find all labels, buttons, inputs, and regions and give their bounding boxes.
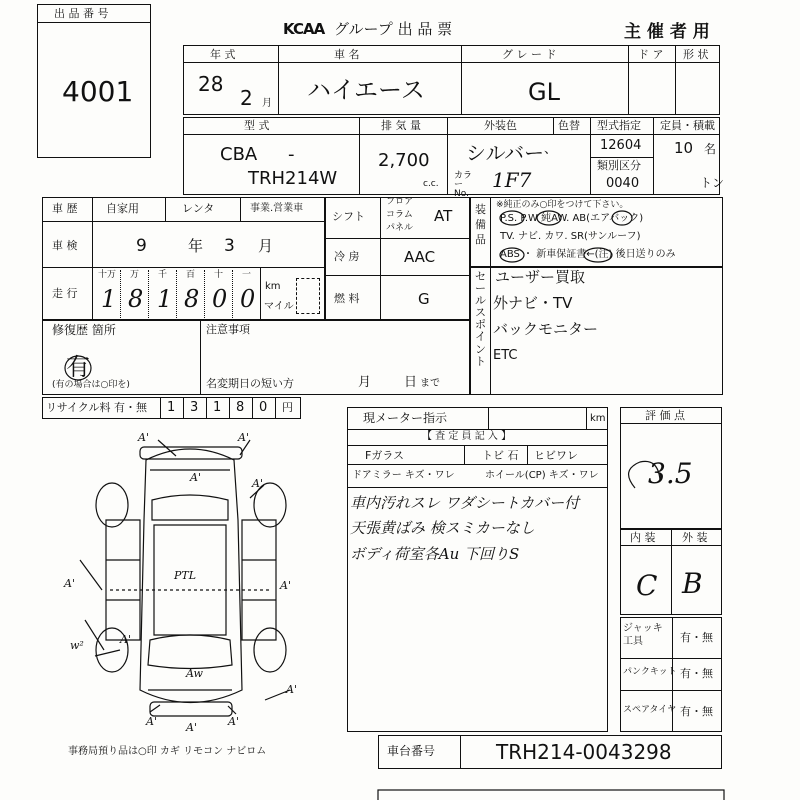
spare-yn: 有・無	[680, 705, 713, 718]
notes-label: 注意事項	[206, 323, 250, 336]
mileage-digit: 1	[101, 285, 117, 313]
inspection-month-unit: 月	[258, 237, 274, 255]
meter-label: 現メーター指示	[363, 411, 448, 425]
month-unit: 月	[262, 98, 272, 109]
shift-panel: パネル	[386, 223, 414, 233]
model-prefix: CBA	[220, 144, 258, 165]
mile-check-box	[296, 278, 320, 314]
spec-label: 型式指定	[597, 119, 641, 132]
model-dash: -	[288, 144, 295, 165]
unit-km: km	[265, 281, 281, 292]
repair-note: (有の場合は○印を)	[52, 380, 130, 390]
recycle-unit: 円	[282, 401, 293, 414]
class-label: 類別区分	[597, 159, 641, 172]
equipment-note: ※純正のみ○印をつけて下さい。	[496, 200, 629, 210]
chip-label: トビ 石	[482, 449, 519, 462]
notes-day: 日	[404, 375, 418, 390]
capacity: 10	[674, 139, 694, 157]
sales-point: 外ナビ・TV	[493, 294, 573, 312]
equipment-line2: TV. ナビ. カワ. SR(サンルーフ)	[500, 231, 641, 242]
wheel-label: ホイール(CP) キズ・ワレ	[485, 470, 599, 481]
damage-mark: A'	[138, 431, 149, 444]
damage-mark: A'	[186, 721, 197, 734]
colorno-prefix: カラー No.	[454, 171, 473, 199]
digit-label-10: 十	[214, 270, 224, 280]
sales-point: ETC	[493, 348, 518, 363]
shift-label: シフト	[332, 210, 365, 223]
model-year: 28	[198, 72, 224, 96]
damage-mark: A'	[286, 683, 297, 696]
inspector-note: 天張黄ばみ 検スミカーなし	[350, 519, 535, 537]
recycle-label: リサイクル料 有・無	[46, 401, 147, 414]
equipment-line3: ABS ・ 新車保証書←(注) 後日送りのみ	[500, 249, 676, 260]
shift-floor: フロア	[386, 197, 414, 207]
wheel-rr	[254, 628, 286, 672]
disp-label: 排 気 量	[381, 119, 421, 132]
office-note: 事務局預り品は○印 カギ リモコン ナビロム	[68, 746, 267, 757]
sales-label: セールスポイント	[475, 270, 486, 368]
side-mark: w²	[70, 639, 84, 652]
crack-label: ヒビワレ	[534, 449, 578, 462]
sales-point: バックモニター	[493, 320, 599, 338]
grade-label: グ レ ー ド	[502, 48, 557, 61]
name-change-label: 名変期日の短い方	[206, 377, 294, 390]
mileage-digit: 1	[157, 285, 173, 313]
puncture-label: パンクキット	[623, 667, 677, 677]
history-commercial: 事業.営業車	[250, 203, 304, 214]
ac-label: 冷 房	[334, 250, 360, 263]
ac-value: AAC	[404, 248, 436, 266]
spec-number: 12604	[600, 138, 642, 153]
year-label: 年 式	[210, 48, 236, 61]
exterior-color: シルバー	[466, 141, 545, 165]
exterior-grade: B	[682, 567, 703, 600]
jack-label: ジャッキ工具	[623, 623, 663, 647]
history-label: 車 歴	[52, 202, 78, 215]
recycle-digit: 0	[259, 400, 268, 415]
colorno-label: 色替	[558, 119, 580, 132]
front-mark: Aw	[186, 667, 203, 680]
chassis-label: 車台番号	[387, 744, 436, 758]
sales-point: ユーザー買取	[495, 268, 586, 286]
model-code: TRH214W	[248, 168, 338, 189]
disp-unit: c.c.	[423, 179, 439, 189]
cap-unit: 名	[704, 142, 717, 156]
digit-label-1: 一	[242, 270, 252, 280]
recycle-digit: 1	[167, 400, 176, 415]
repair-value: 有	[66, 353, 90, 381]
chassis-number: TRH214-0043298	[496, 740, 672, 764]
damage-mark: A'	[228, 715, 239, 728]
exterior-label: 外 装	[682, 531, 708, 544]
lot-label: 出 品 番 号	[54, 7, 109, 20]
damage-mark: A'	[238, 431, 249, 444]
car-name: ハイエース	[307, 76, 425, 104]
inspection-year: 9	[136, 236, 147, 256]
lot-number: 4001	[62, 75, 134, 108]
name-label: 車 名	[334, 48, 360, 61]
recycle-digit: 3	[190, 400, 199, 415]
inspector-note: 車内汚れスレ ワダシートカバー付	[350, 494, 580, 512]
inspector-note: ボディ荷室各Au 下回りS	[350, 545, 520, 563]
damage-mark: A'	[190, 471, 201, 484]
damage-mark: A'	[120, 633, 131, 646]
kcaa-logo: KCAA	[283, 20, 325, 38]
damage-mark: A'	[252, 477, 263, 490]
mileage-digit: 0	[240, 285, 256, 313]
shift-column: コラム	[386, 210, 413, 220]
glass-label: Fガラス	[365, 449, 404, 462]
inspection-year-unit: 年	[188, 237, 204, 255]
ton-unit: トン	[700, 176, 725, 190]
notes-until: まで	[420, 378, 440, 389]
mileage-digit: 0	[212, 285, 228, 313]
equipment-label: 装備品	[475, 203, 486, 246]
fuel-label: 燃 料	[334, 292, 360, 305]
meter-unit: km	[590, 413, 606, 424]
unit-mile: マイル	[264, 301, 294, 312]
notes-month: 月	[358, 375, 372, 390]
mirror-label: ドアミラー キズ・ワレ	[352, 470, 455, 481]
right-side-panel	[242, 520, 276, 640]
mileage-label: 走 行	[52, 287, 78, 300]
spare-label: スペアタイヤ	[623, 705, 677, 715]
fuel-value: G	[418, 290, 430, 308]
damage-mark: A'	[280, 579, 291, 592]
door-label: ド ア	[638, 48, 664, 61]
color-mark: 、	[544, 142, 558, 157]
puncture-yn: 有・無	[680, 667, 713, 680]
sheet-title: グループ 出 品 票	[334, 20, 453, 38]
inspector-label: 【 査 定 員 記 入 】	[422, 431, 512, 442]
inspection-label: 車 検	[52, 239, 78, 252]
repair-label: 修復歴 箇所	[52, 323, 116, 337]
recycle-digit: 1	[213, 400, 222, 415]
history-rental: レンタ	[182, 202, 215, 215]
cap-label: 定員・積載	[660, 119, 715, 132]
interior-label: 内 装	[630, 531, 656, 544]
color-label: 外装色	[484, 119, 517, 132]
grade-value: GL	[528, 78, 560, 106]
mileage-digit: 8	[184, 285, 200, 313]
roof-mark: PTL	[174, 569, 197, 582]
damage-mark: A'	[64, 577, 75, 590]
damage-mark: A'	[146, 715, 157, 728]
grade-box-label: 評 価 点	[645, 409, 685, 422]
history-private: 自家用	[106, 202, 139, 215]
shift-value: AT	[434, 207, 453, 225]
interior-grade: C	[636, 569, 658, 602]
recycle-digit: 8	[236, 400, 245, 415]
jack-yn: 有・無	[680, 631, 713, 644]
displacement: 2,700	[378, 150, 430, 171]
rear-bumper	[150, 702, 232, 716]
digit-label-100k: 十万	[98, 270, 117, 280]
sheet-user: 主 催 者 用	[624, 22, 710, 42]
digit-label-1k: 千	[158, 270, 168, 280]
equipment-line1: P.S. P.W 純AW. AB(エアバック)	[500, 213, 644, 224]
digit-label-100: 百	[186, 270, 196, 280]
model-month: 2	[240, 86, 253, 110]
digit-label-10k: 万	[130, 270, 140, 280]
class-number: 0040	[606, 176, 640, 191]
inspection-month: 3	[224, 236, 235, 256]
auction-score: 3.5	[648, 457, 693, 490]
left-side-panel	[106, 520, 140, 640]
mileage-digit: 8	[128, 285, 144, 313]
color-number: 1F7	[492, 168, 532, 192]
model-label: 型 式	[244, 119, 270, 132]
shape-label: 形 状	[683, 48, 709, 61]
